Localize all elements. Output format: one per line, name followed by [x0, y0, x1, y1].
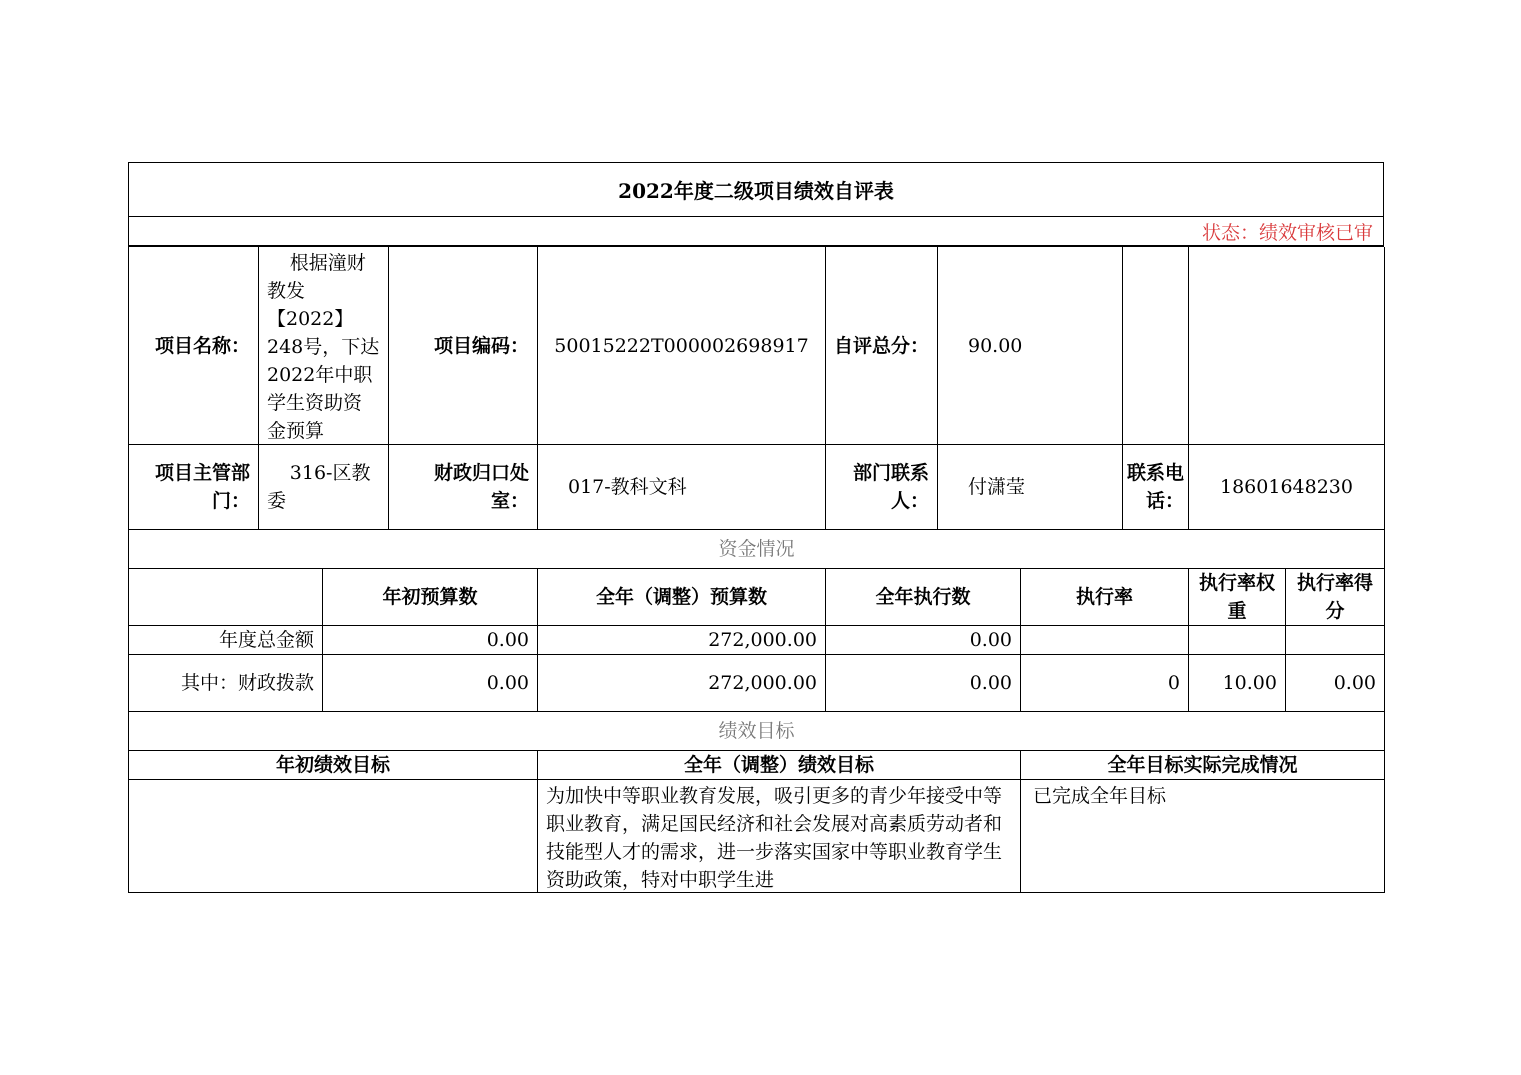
funds-header-initial: 年初预算数 [323, 569, 538, 626]
funds-row-adjusted: 272,000.00 [538, 626, 826, 655]
goals-actual-value: 已完成全年目标 [1021, 780, 1385, 893]
dept-value: 316-区教委 [259, 445, 389, 530]
funds-row-score: 0.00 [1286, 655, 1385, 712]
funds-header-executed: 全年执行数 [826, 569, 1021, 626]
funds-header-blank [129, 569, 323, 626]
funds-header-weight: 执行率权重 [1189, 569, 1286, 626]
funds-row-rate [1021, 626, 1189, 655]
funds-goals-grid [128, 529, 1384, 893]
project-info-grid [128, 246, 1384, 530]
funds-row-executed: 0.00 [826, 626, 1021, 655]
sheet-title: 2022年度二级项目绩效自评表 [128, 162, 1384, 217]
empty-cell [1123, 247, 1189, 445]
funds-row-initial: 0.00 [323, 655, 538, 712]
funds-header-score: 执行率得分 [1286, 569, 1385, 626]
funds-row-label: 其中：财政拨款 [129, 655, 323, 712]
dept-label: 项目主管部门： [129, 445, 259, 530]
funds-row-score [1286, 626, 1385, 655]
funds-row-rate: 0 [1021, 655, 1189, 712]
funds-section-title: 资金情况 [129, 530, 1385, 569]
funds-header-adjusted: 全年（调整）预算数 [538, 569, 826, 626]
goals-section-title: 绩效目标 [129, 712, 1385, 751]
phone-label: 联系电话： [1123, 445, 1189, 530]
goals-adjusted-value: 为加快中等职业教育发展，吸引更多的青少年接受中等职业教育，满足国民经济和社会发展对高素质劳动者和技能型人才的需求，进一步落实国家中等职业教育学生资助政策，特对中职学生进 [538, 780, 1021, 893]
funds-header-rate: 执行率 [1021, 569, 1189, 626]
goals-header-adjusted: 全年（调整）绩效目标 [538, 751, 1021, 780]
funds-row-executed: 0.00 [826, 655, 1021, 712]
contact-value: 付潇莹 [938, 445, 1123, 530]
funds-row-initial: 0.00 [323, 626, 538, 655]
office-label: 财政归口处室： [389, 445, 538, 530]
goals-header-actual: 全年目标实际完成情况 [1021, 751, 1385, 780]
office-value: 017-教科文科 [538, 445, 826, 530]
funds-row-weight: 10.00 [1189, 655, 1286, 712]
contact-label: 部门联系人： [826, 445, 938, 530]
project-code-label: 项目编码： [389, 247, 538, 445]
project-name-value: 根据潼财教发【2022】248号，下达2022年中职学生资助资金预算 [259, 247, 389, 445]
score-label: 自评总分： [826, 247, 938, 445]
funds-row-label: 年度总金额 [129, 626, 323, 655]
project-name-label: 项目名称： [129, 247, 259, 445]
empty-cell [1189, 247, 1385, 445]
funds-row-weight [1189, 626, 1286, 655]
funds-row-adjusted: 272,000.00 [538, 655, 826, 712]
goals-header-initial: 年初绩效目标 [129, 751, 538, 780]
status-badge: 状态：绩效审核已审 [128, 216, 1384, 246]
project-code-value: 50015222T000002698917 [538, 247, 826, 445]
phone-value: 18601648230 [1189, 445, 1385, 530]
goals-initial-value [129, 780, 538, 893]
score-value: 90.00 [938, 247, 1123, 445]
